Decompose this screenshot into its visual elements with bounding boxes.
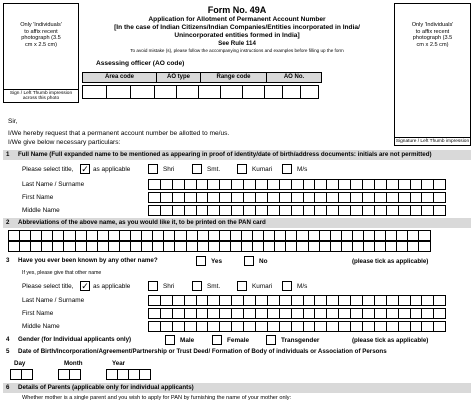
title-label: Please select title, — [22, 283, 74, 290]
char-box[interactable] — [433, 321, 446, 332]
other-title-checkbox-kumari[interactable] — [237, 281, 247, 291]
last-name-field[interactable] — [148, 179, 445, 190]
rule-reference: See Rule 114 — [218, 40, 256, 47]
photo-instruction: Only 'Individuals' to affix recent photograph (3.5 cm x 2.5 cm) — [411, 22, 454, 48]
signature-caption: Signature / Left Thumb impression — [395, 139, 470, 144]
other-title-checkbox-shri[interactable] — [148, 281, 158, 291]
char-box[interactable] — [433, 192, 446, 203]
form-subtitle: [In the case of Indian Citizens/Indian Companies/Entities incorporated in India/ — [114, 24, 360, 31]
title-checkbox-smt[interactable] — [192, 164, 202, 174]
section-number: 6 — [6, 384, 10, 391]
ao-col-no: AO No. — [283, 74, 305, 80]
section-number: 1 — [6, 151, 10, 158]
request-line: I/We hereby request that a permanent account number be allotted to me/us. — [8, 130, 230, 137]
particulars-line: I/We give below necessary particulars: — [8, 139, 121, 146]
first-name-field[interactable] — [148, 192, 445, 203]
char-box[interactable] — [418, 230, 430, 241]
ao-col-range: Range code — [201, 73, 267, 82]
day-label: Day — [14, 360, 26, 367]
option-label: Shri — [163, 283, 175, 290]
yes-label: Yes — [211, 258, 223, 265]
gender-female-checkbox[interactable] — [212, 335, 222, 345]
tick-note: (please tick as applicable) — [352, 337, 429, 344]
instruction-note: To avoid mistake (s), please follow the accompanying instructions and examples before filling up the form — [130, 48, 344, 53]
ao-col-area: Area code — [83, 73, 157, 82]
abbreviation-field-2[interactable] — [8, 241, 430, 252]
other-title-checkbox-checked[interactable]: ✓ — [81, 281, 89, 291]
other-last-name-label: Last Name / Surname — [22, 297, 85, 304]
abbreviation-field-1[interactable] — [8, 230, 430, 241]
form-number: Form No. 49A — [207, 5, 267, 15]
tick-note: (please tick as applicable) — [352, 258, 429, 265]
ao-label: Assessing officer (AO code) — [96, 60, 185, 67]
if-yes-note: If yes, please give that other name — [22, 270, 102, 276]
other-middle-name-field[interactable] — [148, 321, 445, 332]
year-label: Year — [112, 360, 126, 367]
other-name-yes-checkbox[interactable] — [196, 256, 206, 266]
section-6-header — [3, 383, 471, 393]
last-name-label: Last Name / Surname — [22, 181, 85, 188]
ao-col-type: AO type — [157, 73, 201, 82]
title-checkbox-kumari[interactable] — [237, 164, 247, 174]
option-label: Smt. — [207, 283, 221, 290]
gender-option: Transgender — [281, 337, 320, 344]
middle-name-label: Middle Name — [22, 207, 60, 214]
option-label: Kumari — [252, 166, 273, 173]
section-title: Abbreviations of the above name, as you would like it, to be printed on the PAN card — [18, 219, 266, 226]
salutation: Sir, — [8, 118, 18, 125]
gender-option: Female — [227, 337, 250, 344]
other-title-checkbox-smt[interactable] — [192, 281, 202, 291]
other-first-name-field[interactable] — [148, 308, 445, 319]
other-title-checkbox-ms[interactable] — [282, 281, 292, 291]
section-2-header — [3, 218, 471, 228]
section-number: 5 — [6, 348, 10, 355]
option-label: Kumari — [252, 283, 273, 290]
other-last-name-field[interactable] — [148, 295, 445, 306]
section-number: 2 — [6, 219, 10, 226]
gender-male-checkbox[interactable] — [165, 335, 175, 345]
gender-transgender-checkbox[interactable] — [266, 335, 276, 345]
ao-input-grid[interactable] — [82, 85, 318, 99]
photo-box-right — [394, 3, 471, 146]
section-title: Have you ever been known by any other name? — [18, 257, 158, 264]
ao-header — [82, 72, 322, 83]
photo-instruction: Only 'Individuals' to affix recent photograph (3.5 cm x 2.5 cm) — [20, 22, 62, 48]
option-label: Shri — [163, 166, 175, 173]
option-label: M/s — [297, 283, 308, 290]
title-checkbox-checked[interactable]: ✓ — [81, 164, 89, 174]
as-applicable-label: as applicable — [93, 283, 131, 290]
section-title: Date of Birth/Incorporation/Agreement/Partnership or Trust Deed/ Formation of Body of individuals or Association of Persons — [18, 348, 387, 355]
section-title: Details of Parents (applicable only for individual applicants) — [18, 384, 194, 391]
single-parent-note: Whether mother is a single parent and you wish to apply for PAN by furnishing the name of your mother only: — [22, 395, 292, 401]
option-label: M/s — [297, 166, 308, 173]
other-first-name-label: First Name — [22, 310, 54, 317]
no-label: No — [259, 258, 268, 265]
other-name-no-checkbox[interactable] — [244, 256, 254, 266]
title-label: Please select title, — [22, 166, 74, 173]
month-label: Month — [64, 360, 83, 367]
dob-field[interactable] — [10, 369, 150, 380]
signature-caption: Sign / Left Thumb impression across this photo — [4, 89, 78, 102]
gender-option: Male — [180, 337, 195, 344]
option-label: Smt. — [207, 166, 221, 173]
char-box[interactable] — [433, 308, 446, 319]
section-title: Full Name (Full expanded name to be mentioned as appearing in proof of identity/date of birth/address documents: initials are not permitted) — [18, 151, 432, 158]
char-box[interactable] — [418, 241, 430, 252]
section-number: 4 — [6, 336, 10, 343]
char-box[interactable] — [433, 179, 446, 190]
char-box[interactable] — [433, 205, 446, 216]
section-1-header — [3, 150, 471, 160]
section-5-header — [3, 347, 471, 357]
form-title: Application for Allotment of Permanent Account Number — [148, 16, 326, 23]
char-box[interactable] — [433, 295, 446, 306]
form-subtitle: Unincorporated entities formed in India] — [174, 32, 300, 39]
title-checkbox-ms[interactable] — [282, 164, 292, 174]
as-applicable-label: as applicable — [93, 166, 131, 173]
section-title: Gender (for Individual applicants only) — [18, 336, 132, 343]
photo-box-left — [3, 3, 79, 103]
title-checkbox-shri[interactable] — [148, 164, 158, 174]
other-middle-name-label: Middle Name — [22, 323, 60, 330]
section-number: 3 — [6, 257, 10, 264]
middle-name-field[interactable] — [148, 205, 445, 216]
first-name-label: First Name — [22, 194, 54, 201]
